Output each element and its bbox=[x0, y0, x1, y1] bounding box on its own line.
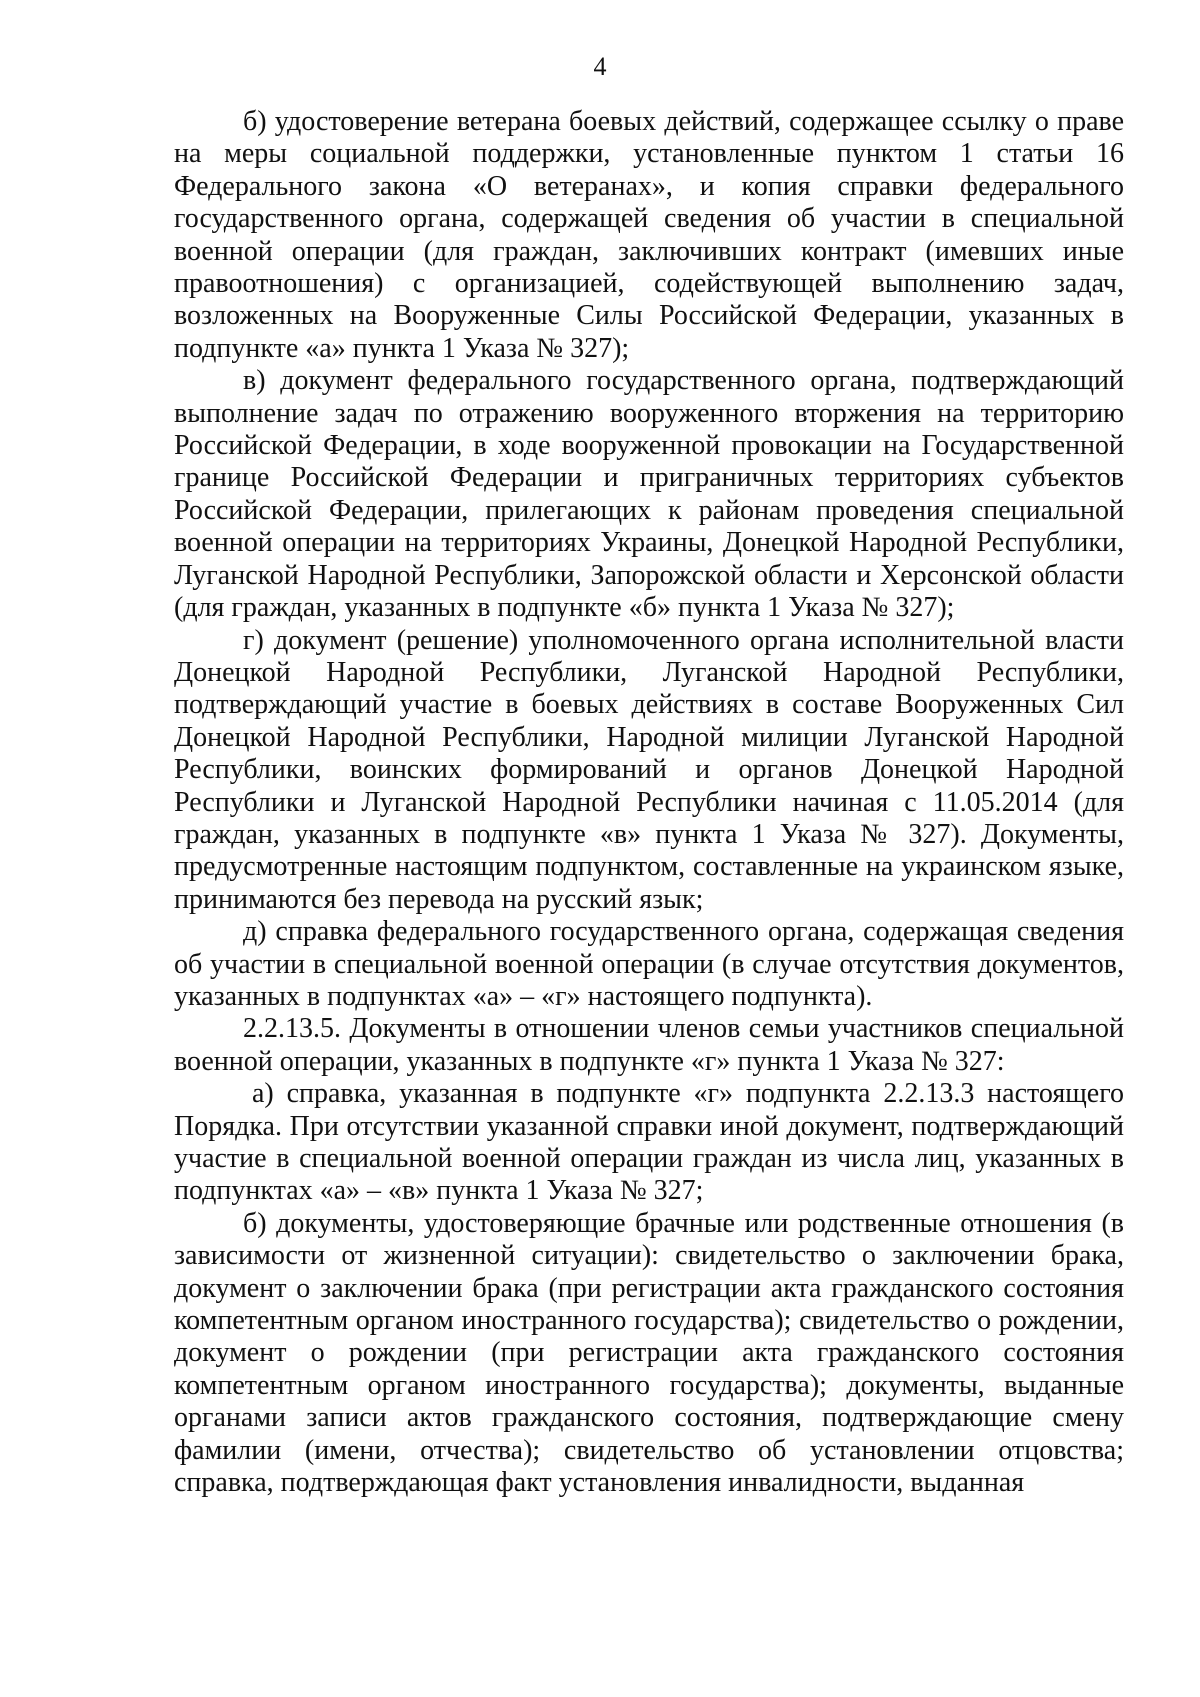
paragraph-v-federal-document: в) документ федерального государственного органа, подтверждающий выполнение задач по отражению вооруженного вторжения на территорию Российской Федерации, в ходе вооруженной провокации на Государственной границе Российской Федерации и приграничных территориях субъектов Российской Федерации, прилегающих к районам проведения специальной военной операции на территориях Украины, Донецкой Народной Республики, Луганской Народной Республики, Запорожской области и Херсонской области (для граждан, указанных в подпункте «б» пункта 1 Указа № 327); bbox=[174, 365, 1124, 624]
paragraph-d-federal-certificate: д) справка федерального государственного органа, содержащая сведения об участии в специальной военной операции (в случае отсутствия документов, указанных в подпунктах «а» – «г» настоящего подпункта). bbox=[174, 916, 1124, 1012]
paragraph-2-2-13-5: 2.2.13.5. Документы в отношении членов семьи участников специальной военной операции, указанных в подпункте «г» пункта 1 Указа № 327: bbox=[174, 1013, 1124, 1077]
paragraph-g-dnr-lnr-document: г) документ (решение) уполномоченного органа исполнительной власти Донецкой Народной Республики, Луганской Народной Республики, подтверждающий участие в боевых действиях в составе Вооруженных Сил Донецкой Народной Республики, Народной милиции Луганской Народной Республики, воинских формирований и органов Донецкой Народной Республики и Луганской Народной Республики начиная с 11.05.2014 (для граждан, указанных в подпункте «в» пункта 1 Указа № 327). Документы, предусмотренные настоящим подпунктом, составленные на украинском языке, принимаются без перевода на русский язык; bbox=[174, 624, 1124, 915]
document-body bbox=[174, 106, 1124, 1499]
page-number: 4 bbox=[593, 52, 607, 81]
paragraph-b-family-documents: б) документы, удостоверяющие брачные или родственные отношения (в зависимости от жизненной ситуации): свидетельство о заключении брака, документ о заключении брака (при регистрации акта гражданского состояния компетентным органом иностранного государства); свидетельство о рождении, документ о рождении (при регистрации акта гражданского состояния компетентным органом иностранного государства); документы, выданные органами записи актов гражданского состояния, подтверждающие смену фамилии (имени, отчества); свидетельство об установлении отцовства; справка, подтверждающая факт установления инвалидности, выданная bbox=[174, 1207, 1124, 1499]
paragraph-a-certificate: а) справка, указанная в подпункте «г» подпункта 2.2.13.3 настоящего Порядка. При отсутствии указанной справки иной документ, подтверждающий участие в специальной военной операции граждан из числа лиц, указанных в подпунктах «а» – «в» пункта 1 Указа № 327; bbox=[174, 1078, 1124, 1207]
paragraph-b-veteran-certificate: б) удостоверение ветерана боевых действий, содержащее ссылку о праве на меры социальной поддержки, установленные пунктом 1 статьи 16 Федерального закона «О ветеранах», и копия справки федерального государственного органа, содержащей сведения об участии в специальной военной операции (для граждан, заключивших контракт (имевших иные правоотношения) с организацией, содействующей выполнению задач, возложенных на Вооруженные Силы Российской Федерации, указанных в подпункте «а» пункта 1 Указа № 327); bbox=[174, 106, 1124, 364]
